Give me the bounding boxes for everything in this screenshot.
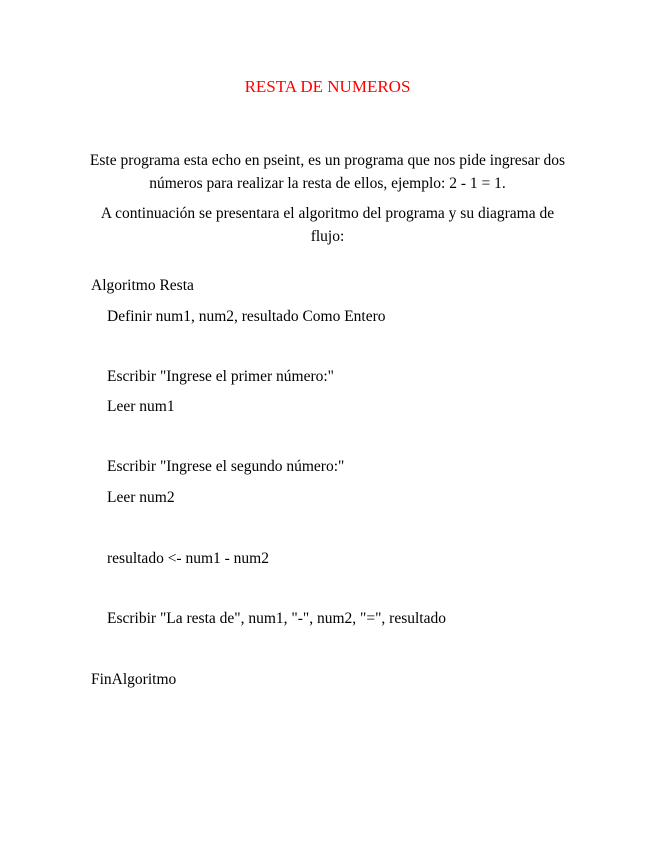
code-line-write-second: Escribir "Ingrese el segundo número:"	[107, 458, 345, 475]
code-line-read-first: Leer num1	[107, 398, 175, 415]
code-line-define: Definir num1, num2, resultado Como Entero	[107, 308, 386, 325]
code-line-end-algorithm: FinAlgoritmo	[91, 671, 177, 688]
code-line-read-second: Leer num2	[107, 489, 175, 506]
document-title: RESTA DE NUMEROS	[244, 77, 411, 96]
intro-paragraph-continuation: A continuación se presentara el algoritmo del programa y su diagrama de flujo:	[100, 205, 555, 245]
intro-section	[88, 150, 567, 256]
code-line-write-first: Escribir "Ingrese el primer número:"	[107, 368, 334, 385]
code-line-write-result: Escribir "La resta de", num1, "-", num2, "=", resultado	[107, 610, 446, 627]
code-line-algorithm-header: Algoritmo Resta	[91, 277, 194, 294]
code-line-compute: resultado <- num1 - num2	[107, 550, 269, 567]
intro-paragraph-description: Este programa esta echo en pseint, es un programa que nos pide ingresar dos números para realizar la resta de ellos, ejemplo: 2 - 1 = 1.	[89, 152, 566, 192]
